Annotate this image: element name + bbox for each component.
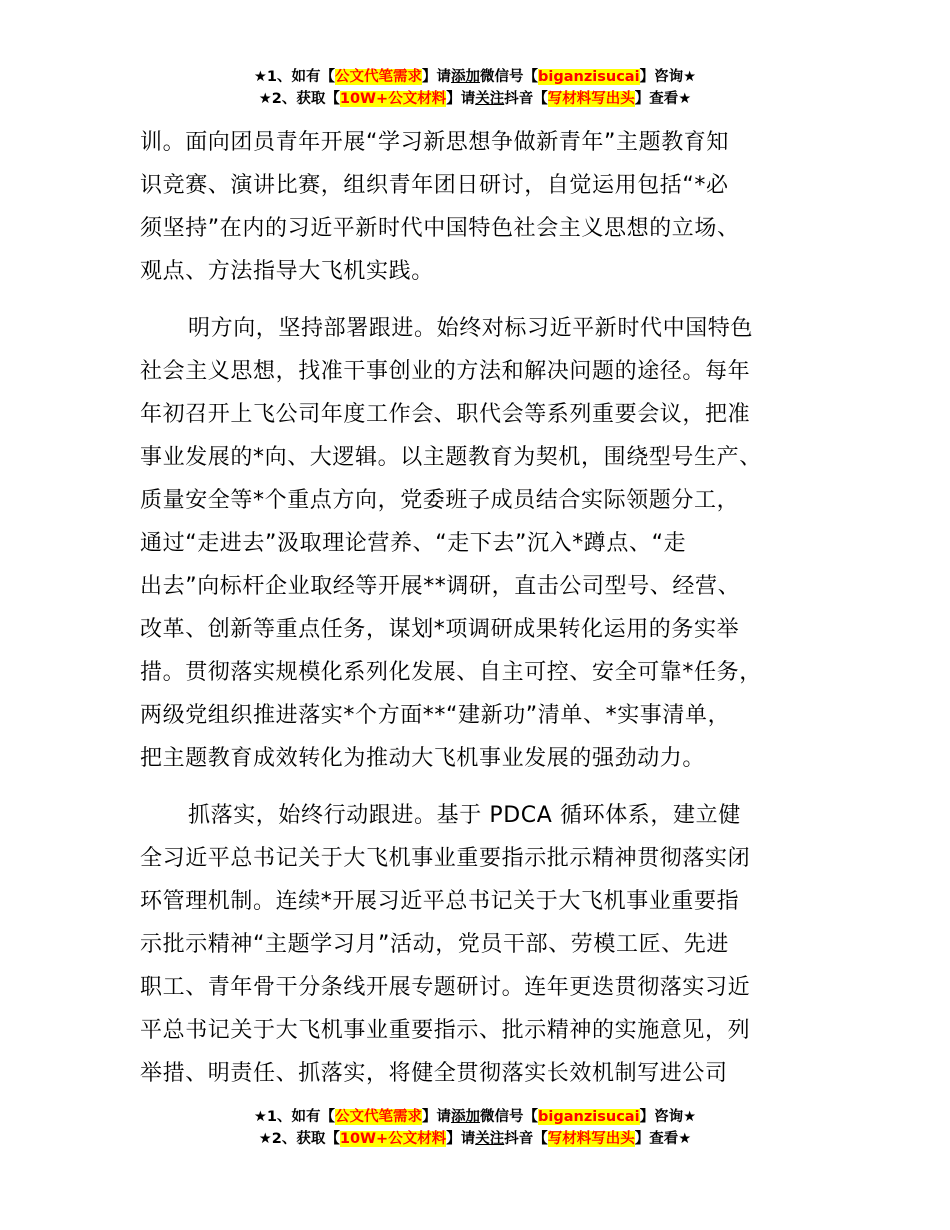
banner-text: 】请 (422, 1109, 452, 1125)
text-line: 职工、青年骨干分条线开展专题研讨。连年更迭贯彻落实习近 (140, 975, 751, 1000)
text-line: 两级党组织推进落实*个方面**“建新功”清单、*实事清单， (140, 703, 731, 728)
text-line: 抓落实，始终行动跟进。基于 PDCA 循环体系，建立健 (188, 803, 741, 828)
paragraph-3 (140, 794, 830, 1095)
text-line: 须坚持”在内的习近平新时代中国特色社会主义思想的立场、 (140, 216, 740, 241)
banner-line-1 (0, 66, 950, 88)
highlight-wechat-id: biganzisucai (538, 69, 640, 85)
banner-text: 】咨询★ (639, 69, 697, 85)
text-line: 环管理机制。连续*开展习近平总书记关于大飞机事业重要指 (140, 889, 740, 914)
banner-text: 】查看★ (634, 91, 692, 107)
highlight-wechat-id: biganzisucai (538, 1109, 640, 1125)
paragraph-1 (140, 121, 830, 293)
text-line: 明方向，坚持部署跟进。始终对标习近平新时代中国特色 (188, 316, 754, 341)
banner-text: 抖音【 (504, 91, 548, 107)
banner-text: 】请 (446, 91, 476, 107)
text-line: 质量安全等*个重点方向，党委班子成员结合实际领题分工， (140, 488, 740, 513)
text-line: 把主题教育成效转化为推动大飞机事业发展的强劲动力。 (140, 746, 706, 771)
text-line: 观点、方法指导大飞机实践。 (140, 259, 434, 284)
highlight-douyin-account: 写材料写出头 (547, 1131, 635, 1147)
banner-underlined-text: 添加 (451, 1109, 481, 1125)
text-line: 社会主义思想，找准干事创业的方法和解决问题的途径。每年 (140, 359, 751, 384)
highlight-materials: 10W+公文材料 (339, 1131, 447, 1147)
highlight-service: 公文代笔需求 (335, 1109, 423, 1125)
banner-text: 微信号【 (480, 69, 539, 85)
text-line: 年初召开上飞公司年度工作会、职代会等系列重要会议，把准 (140, 402, 751, 427)
text-line: 举措、明责任、抓落实，将健全贯彻落实长效机制写进公司 (140, 1061, 728, 1086)
text-line: 事业发展的*向、大逻辑。以主题教育为契机，围绕型号生产、 (140, 445, 762, 470)
banner-text: 】请 (422, 69, 452, 85)
text-line: 平总书记关于大飞机事业重要指示、批示精神的实施意见，列 (140, 1018, 751, 1043)
text-line: 出去”向标杆企业取经等开展**调研，直击公司型号、经营、 (140, 574, 741, 599)
banner-underlined-text: 关注 (475, 1131, 505, 1147)
highlight-douyin-account: 写材料写出头 (547, 91, 635, 107)
banner-line-2 (0, 88, 950, 110)
paragraph-2 (140, 307, 830, 780)
banner-underlined-text: 关注 (475, 91, 505, 107)
banner-text: 】查看★ (634, 1131, 692, 1147)
text-line: 全习近平总书记关于大飞机事业重要指示批示精神贯彻落实闭 (140, 846, 751, 871)
banner-line-2 (0, 1128, 950, 1150)
text-line: 通过“走进去”汲取理论营养、“走下去”沉入*蹲点、“走 (140, 531, 687, 556)
text-line: 示批示精神“主题学习月”活动，党员干部、劳模工匠、先进 (140, 932, 729, 957)
banner-text: 】请 (446, 1131, 476, 1147)
banner-underlined-text: 添加 (451, 69, 481, 85)
banner-text: ★2、获取【 (258, 91, 340, 107)
highlight-materials: 10W+公文材料 (339, 91, 447, 107)
text-line: 改革、创新等重点任务，谋划*项调研成果转化运用的务实举 (140, 617, 740, 642)
banner-text: ★1、如有【 (253, 69, 336, 85)
document-body (140, 121, 830, 1109)
header-banner (0, 66, 950, 110)
banner-line-1 (0, 1106, 950, 1128)
banner-text: 抖音【 (504, 1131, 548, 1147)
banner-text: 】咨询★ (639, 1109, 697, 1125)
highlight-service: 公文代笔需求 (335, 69, 423, 85)
text-line: 措。贯彻落实规模化系列化发展、自主可控、安全可靠*任务， (140, 660, 762, 685)
text-line: 训。面向团员青年开展“学习新思想争做新青年”主题教育知 (140, 130, 729, 155)
banner-text: ★2、获取【 (258, 1131, 340, 1147)
text-line: 识竞赛、演讲比赛，组织青年团日研讨，自觉运用包括“*必 (140, 173, 729, 198)
banner-text: ★1、如有【 (253, 1109, 336, 1125)
banner-text: 微信号【 (480, 1109, 539, 1125)
footer-banner (0, 1106, 950, 1150)
